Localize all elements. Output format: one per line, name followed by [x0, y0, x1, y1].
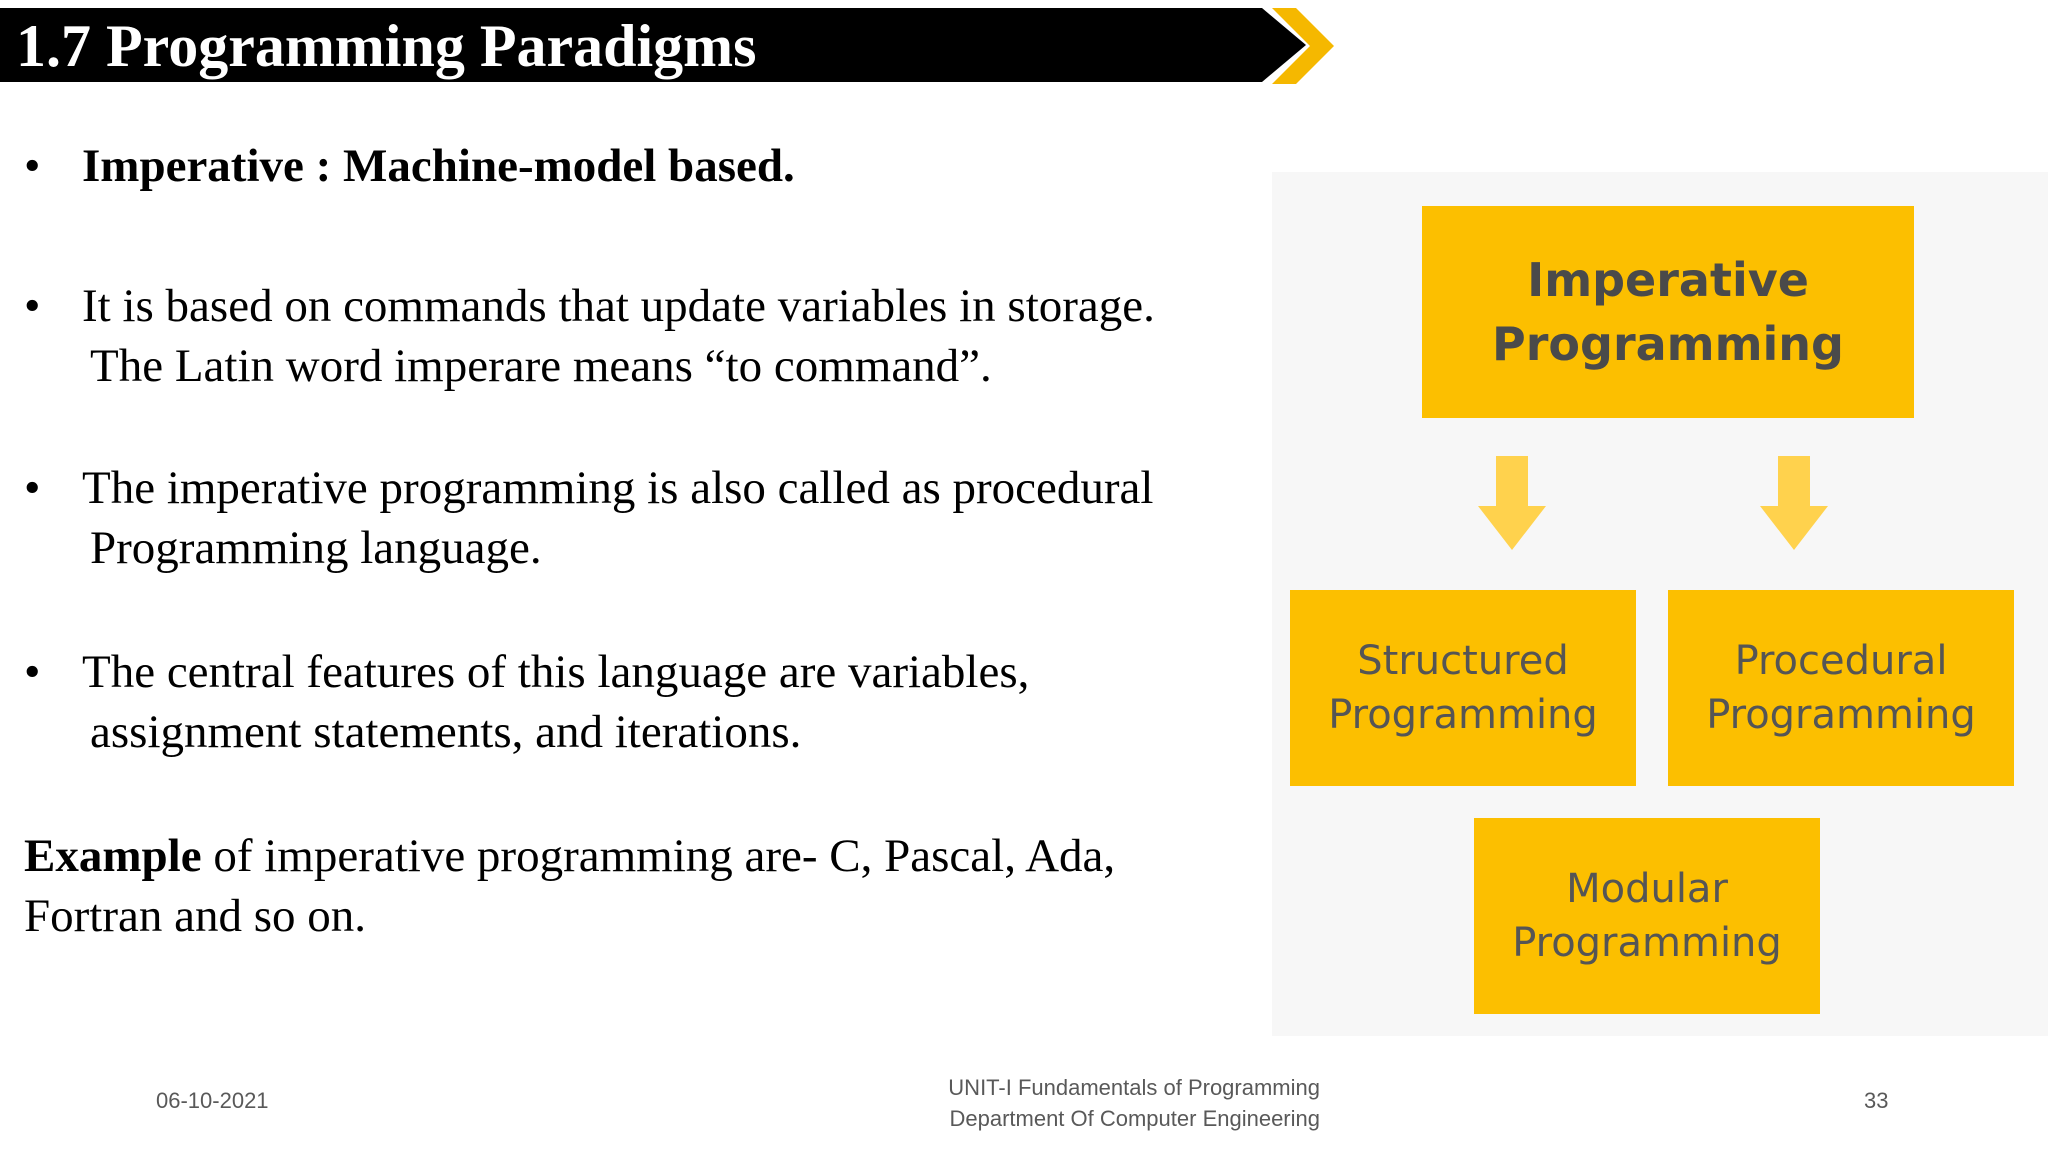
example-line-1 — [24, 826, 1115, 886]
arrow-down-icon — [1478, 456, 1546, 552]
bullet-text-continued: The Latin word imperare means “to command”. — [90, 340, 992, 392]
arrow-down-icon — [1760, 456, 1828, 552]
example-label: Example — [24, 830, 202, 882]
imperative-programming-box — [1422, 206, 1914, 418]
procedural-programming-box — [1668, 590, 2014, 786]
bullet-text: It is based on commands that update variables in storage. — [82, 280, 1155, 332]
bullet-marker: • — [24, 280, 41, 332]
box-label-line2: Programming — [1328, 692, 1598, 738]
bullet-imperative — [24, 136, 795, 196]
footer-department: Department Of Computer Engineering — [949, 1106, 1320, 1131]
bullet-procedural — [24, 458, 1153, 578]
bullet-text: Imperative : Machine-model based. — [82, 140, 795, 192]
example-line-2: Fortran and so on. — [24, 890, 367, 942]
footer-course: UNIT-I Fundamentals of Programming — [948, 1075, 1320, 1100]
page-number: 33 — [1864, 1088, 1889, 1113]
bullet-text-continued: Programming language. — [90, 522, 542, 574]
page-title: 1.7 Programming Paradigms — [16, 13, 757, 79]
footer-course-info — [800, 1072, 1320, 1134]
example-text: of imperative programming are- C, Pascal, Ada, — [201, 830, 1116, 882]
bullet-text-continued: assignment statements, and iterations. — [90, 706, 802, 758]
box-label-line1: Modular — [1566, 866, 1728, 912]
bullet-features — [24, 642, 1029, 762]
box-label-line2: Programming — [1706, 692, 1976, 738]
footer-date: 06-10-2021 — [156, 1088, 269, 1113]
box-label-line2: Programming — [1512, 920, 1782, 966]
example-paragraph — [24, 826, 1115, 946]
bullet-text: The central features of this language are variables, — [82, 646, 1030, 698]
structured-programming-box — [1290, 590, 1636, 786]
box-label-line2: Programming — [1492, 317, 1844, 371]
bullet-marker: • — [24, 646, 41, 698]
bullet-text: The imperative programming is also called as procedural — [82, 462, 1154, 514]
box-label-line1: Procedural — [1734, 638, 1948, 684]
bullet-marker: • — [24, 140, 41, 192]
box-label-line1: Structured — [1357, 638, 1569, 684]
bullet-commands — [24, 276, 1155, 396]
chevron-right-icon — [1268, 6, 1336, 86]
modular-programming-box — [1474, 818, 1820, 1014]
bullet-marker: • — [24, 462, 41, 514]
box-label-line1: Imperative — [1527, 253, 1809, 307]
